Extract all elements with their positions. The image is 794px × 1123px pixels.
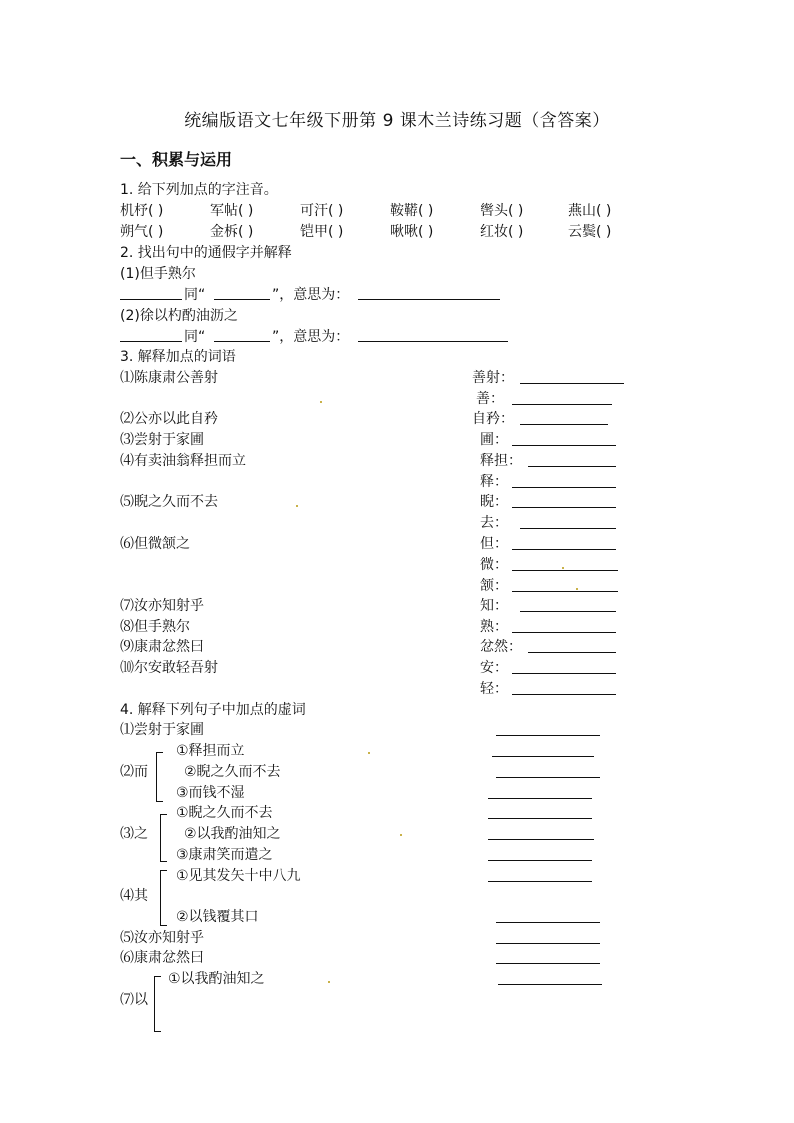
sentence: ②睨之久而不去 [184, 764, 281, 780]
meaning-label: ”，意思为： [272, 287, 350, 303]
answer-line[interactable] [512, 673, 616, 674]
section-heading: 一、积累与运用 [120, 150, 233, 169]
sentence: ⑹但微颔之 [120, 536, 190, 552]
brace [156, 752, 163, 802]
question-2-item-2: (2)徐以杓酌油沥之 [120, 308, 238, 324]
answer-line[interactable] [214, 341, 270, 342]
answer-line[interactable] [520, 383, 624, 384]
sentence: ①睨之久而不去 [176, 805, 273, 821]
sentence: ⑶尝射于家圃 [120, 432, 204, 448]
sentence: ②以钱覆其口 [176, 909, 259, 925]
pinyin-blank: 红妆( ) [480, 224, 524, 240]
answer-line[interactable] [214, 299, 270, 300]
brace [160, 814, 167, 862]
sentence: ③而钱不湿 [176, 785, 245, 801]
group-label-zhi: ⑶之 [120, 826, 148, 842]
pinyin-blank: 金柝( ) [210, 224, 254, 240]
sentence: ⑴尝射于家圃 [120, 722, 204, 738]
answer-line[interactable] [512, 507, 616, 508]
answer-line[interactable] [520, 424, 608, 425]
pinyin-blank: 朔气( ) [120, 224, 164, 240]
pinyin-blank: 啾啾( ) [390, 224, 434, 240]
question-3-prompt: 3. 解释加点的词语 [120, 349, 236, 365]
pinyin-blank: 云鬓( ) [568, 224, 612, 240]
sentence: ②以我酌油知之 [184, 826, 281, 842]
group-label-er: ⑵而 [120, 764, 148, 780]
answer-line[interactable] [488, 839, 594, 840]
answer-line[interactable] [528, 466, 616, 467]
scan-speck [296, 505, 298, 507]
meaning-label: ”，意思为： [272, 329, 350, 345]
pinyin-blank: 可汗( ) [300, 203, 344, 219]
answer-line[interactable] [120, 341, 182, 342]
sentence: ⑸睨之久而不去 [120, 494, 218, 510]
group-label-qi: ⑷其 [120, 888, 148, 904]
question-1-prompt: 1. 给下列加点的字注音。 [120, 182, 278, 198]
scan-speck [328, 981, 330, 983]
term-label: 微： [480, 557, 508, 573]
answer-line[interactable] [512, 404, 612, 405]
term-label: 颔： [480, 578, 508, 594]
pinyin-blank: 辔头( ) [480, 203, 524, 219]
answer-line[interactable] [120, 299, 182, 300]
answer-line[interactable] [488, 818, 592, 819]
sentence: ③康肃笑而遣之 [176, 847, 273, 863]
term-label: 知： [480, 598, 508, 614]
answer-line[interactable] [512, 549, 616, 550]
sentence: ⑽尔安敢轻吾射 [120, 660, 218, 676]
answer-line[interactable] [358, 299, 500, 300]
term-label: 熟： [480, 619, 508, 635]
answer-line[interactable] [520, 528, 616, 529]
sentence: ⑻但手熟尔 [120, 619, 190, 635]
answer-line[interactable] [358, 341, 508, 342]
term-label: 圃： [480, 432, 508, 448]
scan-speck [320, 401, 322, 403]
page-title: 统编版语文七年级下册第 9 课木兰诗练习题（含答案） [184, 111, 610, 131]
scan-speck [576, 588, 578, 590]
pinyin-blank: 铠甲( ) [300, 224, 344, 240]
sentence: ⑺汝亦知射乎 [120, 598, 204, 614]
answer-line[interactable] [488, 860, 592, 861]
pinyin-blank: 鞍鞯( ) [390, 203, 434, 219]
scan-speck [368, 752, 370, 754]
term-label: 但： [480, 536, 508, 552]
sentence: ①见其发矢十中八九 [176, 868, 301, 884]
answer-line[interactable] [488, 881, 592, 882]
answer-line[interactable] [488, 798, 592, 799]
scan-speck [400, 834, 402, 836]
brace [154, 976, 161, 1032]
term-label: 善射： [472, 370, 514, 386]
answer-line[interactable] [496, 735, 600, 736]
brace [160, 870, 167, 926]
tong-label: 同“ [184, 329, 206, 345]
answer-line[interactable] [512, 694, 616, 695]
answer-line[interactable] [528, 652, 616, 653]
sentence: ①以我酌油知之 [168, 971, 265, 987]
term-label: 去： [480, 515, 508, 531]
answer-line[interactable] [496, 943, 600, 944]
answer-line[interactable] [512, 570, 618, 571]
term-label: 忿然： [480, 639, 522, 655]
sentence: ⑴陈康肃公善射 [120, 370, 218, 386]
sentence: ⑵公亦以此自矜 [120, 411, 218, 427]
scan-speck [562, 567, 564, 569]
question-4-prompt: 4. 解释下列句子中加点的虚词 [120, 702, 306, 718]
pinyin-blank: 燕山( ) [568, 203, 612, 219]
answer-line[interactable] [520, 611, 616, 612]
term-label: 释： [480, 474, 508, 490]
tong-label: 同“ [184, 287, 206, 303]
term-label: 安： [480, 660, 508, 676]
sentence: ⑼康肃忿然曰 [120, 639, 204, 655]
question-2-item-1: (1)但手熟尔 [120, 266, 196, 282]
pinyin-blank: 军帖( ) [210, 203, 254, 219]
sentence: ⑷有卖油翁释担而立 [120, 453, 246, 469]
answer-line[interactable] [496, 963, 600, 964]
pinyin-blank: 机杼( ) [120, 203, 164, 219]
term-label: 睨： [480, 494, 508, 510]
question-2-prompt: 2. 找出句中的通假字并解释 [120, 245, 292, 261]
answer-line[interactable] [492, 756, 594, 757]
answer-line[interactable] [512, 487, 616, 488]
group-label-yi: ⑺以 [120, 992, 148, 1008]
term-label: 释担： [480, 453, 522, 469]
sentence: ①释担而立 [176, 743, 245, 759]
answer-line[interactable] [512, 632, 616, 633]
answer-line[interactable] [496, 922, 600, 923]
answer-line[interactable] [498, 984, 602, 985]
answer-line[interactable] [496, 777, 600, 778]
term-label: 善： [476, 391, 504, 407]
term-label: 轻： [480, 681, 508, 697]
term-label: 自矜： [472, 411, 514, 427]
sentence: ⑹康肃忿然曰 [120, 950, 204, 966]
answer-line[interactable] [512, 591, 618, 592]
sentence: ⑸汝亦知射乎 [120, 930, 204, 946]
answer-line[interactable] [512, 445, 616, 446]
